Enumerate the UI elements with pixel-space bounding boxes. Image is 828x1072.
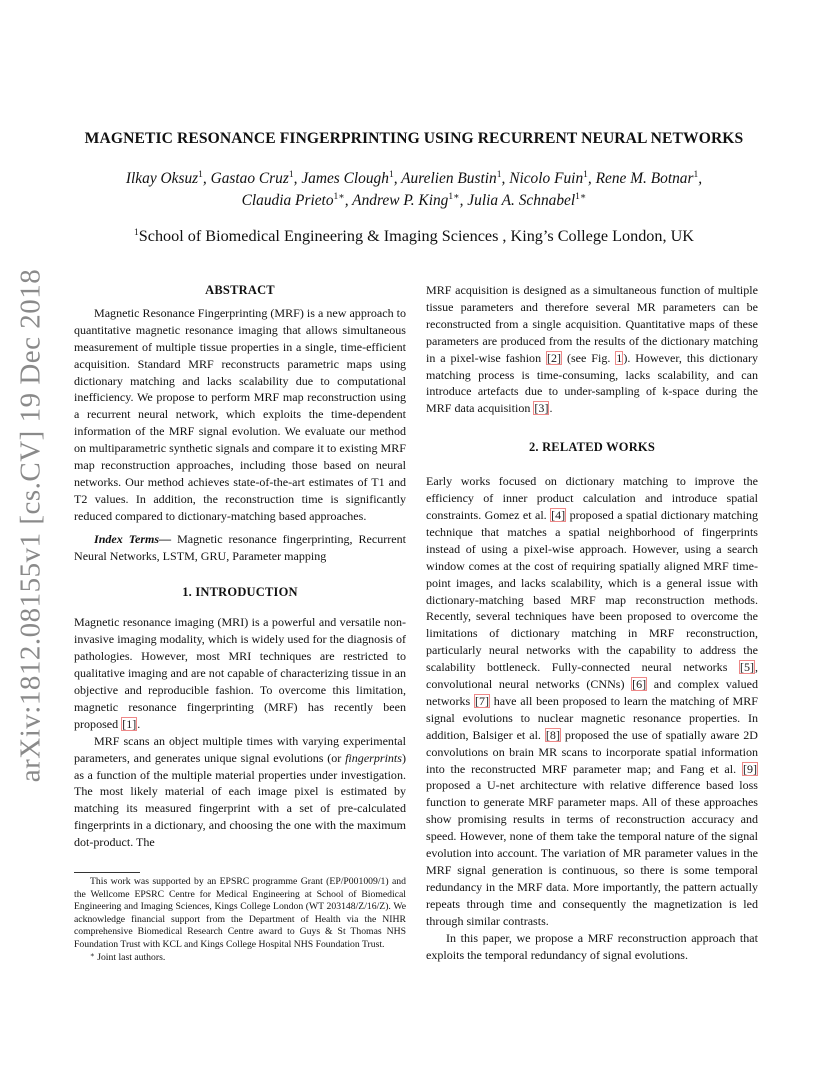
related-text: and complex valued networks [426,677,759,708]
abstract-heading: ABSTRACT [205,283,275,297]
intro-paragraph-1 [74,614,406,732]
affiliation [60,227,768,246]
intro-text: MRF acquisition is designed as a simultaneous function of multiple tissue parameters and therefore several MR parameters can be reconstructed from a single acquisition. Quantitative maps of these parameters are produced from the results of the dictionary matching in a pixel-wise fashion [426,283,758,365]
citation-link[interactable]: [8] [545,727,560,742]
index-terms-text: Magnetic resonance fingerprinting, Recurrent Neural Networks, LSTM, GRU, Parameter mapping [74,531,406,563]
related-works-paragraph-2: In this paper, we propose a MRF reconstruction approach that exploits the temporal redundancy of signal evolutions. [426,930,758,962]
author-name: James Clough [301,170,389,187]
author-affil-mark: 1 [198,170,203,180]
intro-text: . [549,401,553,416]
arxiv-sidebar [6,268,56,782]
author-name: Nicolo Fuin [509,170,584,187]
related-text: have all been proposed to learn the matching of MRF signal evolutions to nuclear magnetic resonance properties. In addition, Balsiger et al. [426,693,758,742]
arxiv-identifier: arXiv:1812.08155v1 [cs.CV] 19 Dec 2018 [14,268,47,782]
citation-link[interactable]: [1] [122,716,137,731]
joint-authors-footnote [74,952,406,965]
related-text: proposed the use of spatially aware 2D convolutions on brain MR scans to incorporate spatial information into the reconstructed MRF parameter map; and Fang et al. [426,727,758,776]
citation-link[interactable]: [7] [474,693,489,708]
related-text: proposed a U-net architecture with relative difference based loss function to generate MRF parameter maps. All of these approaches show promising results in terms of reconstruction accuracy and speed. However, none of them take the temporal nature of the signal evolution into account. The variation of MR parameter values in the MRF signal generation is continuous, so there is some temporal redundancy in the MRF data. More importantly, the pattern actually repeats through time and consequently the magnetization is led through similar contrasts. [426,778,758,928]
author-affil-mark: 1∗ [333,192,345,202]
author-name: Julia A. Schnabel [467,192,576,209]
footnote-mark: ∗ [90,950,95,959]
intro-text: ) as a function of the multiple material properties under investigation. The most likely material of each image pixel is estimated by matching its measured fingerprint with a set of pre-calculated fingerprints in a dictionary, and choosing the one with the maximum dot-product. The [74,750,406,850]
citation-link[interactable]: [9] [742,761,757,776]
intro-text: MRF scans an object multiple times with varying experimental parameters, and generates unique signal evolutions (or [74,733,406,765]
intro-text: (see Fig. [562,350,616,365]
citation-link[interactable]: [6] [632,677,647,692]
related-works-paragraph-1 [426,473,758,929]
footnote-text: Joint last authors. [94,951,166,963]
funding-footnote: This work was supported by an EPSRC programme Grant (EP/P001009/1) and the Wellcome EPSRC Centre for Medical Engineering at School of Biomedical Engineering and Imaging Sciences, Kings College London (WT 203148/Z/16/Z). We acknowledge financial support from the Department of Health via the NIHR comprehensive Biomedical Research Centre award to Guys & St Thomas NHS Foundation Trust with KCL and Kings College Hospital NHS Foundation Trust. [74,876,406,950]
author-affil-mark: 1 [388,170,394,180]
related-text: Early works focused on dictionary matching to improve the efficiency of inner product calculation and introduce spatial constraints. Gomez et al. [426,474,758,522]
author-affil-mark: 1 [583,170,588,180]
index-terms-label: Index Terms— [94,531,172,546]
intro-continued-paragraph [426,282,758,417]
intro-text: ). However, this dictionary matching process is time-consuming, lacks scalability, and can introduce artefacts due to under-sampling of k-space during the MRF data acquisition [426,350,758,416]
footnotes [74,876,406,964]
author-name: Claudia Prieto [241,192,334,209]
author-affil-mark: 1 [288,170,294,180]
author-affil-mark: 1 [496,170,502,180]
author-list: Ilkay Oksuz$^1$, Gastao Cruz$^1$, James Clough$^1$, Aurelien Bustin$^1$, Nicolo Fuin$^1$, Rene M. Botnar$^1$, Claudia Prieto$^{1∗}$, Andrew P. King$^{1∗}$, Julia A. Schnabel$^{1∗}$ [125,170,703,209]
author-name: Gastao Cruz [210,170,289,187]
author-affil-mark: 1 [693,170,699,180]
section-heading-related-works: 2. RELATED WORKS [528,440,656,455]
citation-link[interactable]: [2] [547,350,562,365]
author-name: Andrew P. King [352,192,449,209]
related-text: , convolutional neural networks (CNNs) [426,660,758,692]
section-heading-introduction: 1. INTRODUCTION [182,584,298,599]
paper-title: MAGNETIC RESONANCE FINGERPRINTING USING RECURRENT NEURAL NETWORKS [84,130,744,147]
right-column [426,282,758,963]
footnote-rule [74,872,140,873]
intro-paragraph-2 [74,733,406,851]
citation-link[interactable]: [3] [534,401,549,416]
author-name: Aurelien Bustin [401,170,497,187]
intro-text: Magnetic resonance imaging (MRI) is a powerful and versatile non-invasive imaging modality, which is widely used for the diagnosis of pathologies. However, most MRI techniques are restricted to qualitative imaging and are not capable of characterizing tissue in an objective and reproducible fashion. To overcome this limitation, magnetic resonance fingerprinting (MRF) has recently been proposed [74,615,406,731]
related-text: proposed a spatial dictionary matching technique that matches a spatial neighborhood of fingerprints instead of using a pixel-wise approach. However, using a search window comes at the cost of requiring spatially aligned MRF time-point images, and lacks scalability, which is a general issue with dictionary-matching based MRF map reconstruction methods. Recently, several techniques have been proposed to overcome the limitations of dictionary matching in MRF reconstruction, particularly neural networks with the capability to address the scalability bottleneck. Fully-connected neural networks [426,507,758,675]
affiliation-mark: 1 [134,228,139,238]
citation-link[interactable]: [5] [739,660,754,675]
author-name: Rene M. Botnar [595,170,694,187]
affiliation-text: School of Biomedical Engineering & Imaging Sciences , King’s College London, UK [138,227,694,245]
index-terms [74,531,406,565]
left-column [74,282,406,851]
abstract-body: Magnetic Resonance Fingerprinting (MRF) is a new approach to quantitative magnetic resonance imaging that allows simultaneous measurement of multiple tissue properties in a single, time-efficient acquisition. Standard MRF reconstructs parametric maps using dictionary matching and lacks scalability due to computational inefficiency. We propose to perform MRF map reconstruction using a recurrent neural network, which exploits the time-dependent information of the MRF signal evolution. We evaluate our method on multiparametric synthetic signals and compare it to existing MRF map reconstruction approaches, including those based on neural networks. Our method achieves state-of-the-art estimates of T1 and T2 values. In addition, the reconstruction time is significantly reduced compared to dictionary-matching based approaches. [74,305,406,523]
citation-link[interactable]: [4] [551,507,566,522]
figure-reference-link[interactable]: 1 [616,350,623,365]
author-name: Ilkay Oksuz [125,170,199,187]
author-affil-mark: 1∗ [575,192,587,202]
intro-emphasis: fingerprints [345,750,402,765]
author-affil-mark: 1∗ [448,192,460,202]
intro-text: . [137,716,141,731]
